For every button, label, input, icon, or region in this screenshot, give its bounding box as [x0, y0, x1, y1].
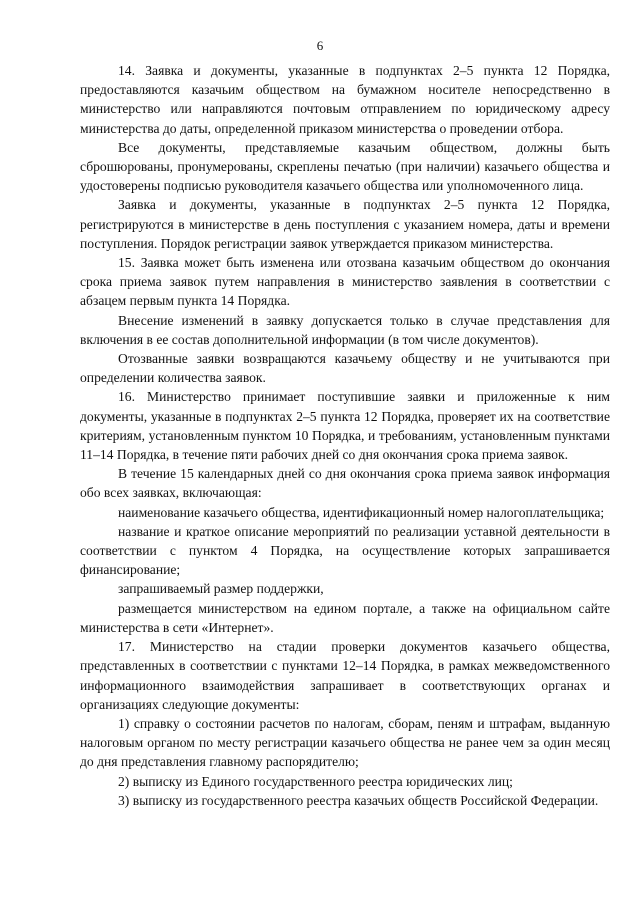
paragraph-returned-applications: Отозванные заявки возвращаются казачьему обществу и не учитываются при определении количества заявок. — [80, 351, 610, 386]
document-body — [80, 61, 610, 810]
paragraph-publication-intro: В течение 15 календарных дней со дня окончания срока приема заявок информация обо всех заявках, включающая: — [80, 466, 610, 501]
list-item-activities: название и краткое описание мероприятий по реализации уставной деятельности в соответствии с пунктом 4 Порядка, на осуществление которых запрашивается финансирование; — [80, 523, 610, 578]
list-item-tax-certificate: 1) справку о состоянии расчетов по налогам, сборам, пеням и штрафам, выданную налоговым органом по месту регистрации казачьего общества не ранее чем за один месяц до дня представления главному распорядителю; — [80, 715, 610, 770]
paragraph-16-review: 16. Министерство принимает поступившие заявки и приложенные к ним документы, указанные в подпунктах 2–5 пункта 12 Порядка, проверяет их на соответствие критериям, установленным пунктом 10 Порядка, и требованиям, установленным пунктами 11–14 Порядка, в течение пяти рабочих дней со дня окончания срока приема заявок. — [80, 389, 610, 463]
page-number: 6 — [316, 38, 324, 53]
list-item-cossack-registry-extract: 3) выписку из государственного реестра казачьих обществ Российской Федерации. — [118, 792, 599, 808]
list-item-egrul-extract: 2) выписку из Единого государственного реестра юридических лиц; — [118, 773, 513, 789]
paragraph-15-withdrawal: 15. Заявка может быть изменена или отозвана казачьим обществом до окончания срока приема заявок путем направления в министерство заявления в соответствии с абзацем первым пункта 14 Порядка. — [80, 255, 610, 309]
paragraph-documents-binding: Все документы, представляемые казачьим обществом, должны быть сброшюрованы, пронумерованы, скреплены печатью (при наличии) казачьего общества и удостоверены подписью руководителя казачьего общества или уполномоченного лица. — [80, 139, 610, 194]
paragraph-17-interagency: 17. Министерство на стадии проверки документов казачьего общества, представленных в соответствии с пунктами 12–14 Порядка, в рамках межведомственного информационного взаимодействия запрашивает в соответствующих органах и организациях следующие документы: — [80, 639, 610, 712]
list-item-name-inn: наименование казачьего общества, идентификационный номер налогоплательщика; — [118, 504, 605, 520]
paragraph-publication-portal: размещается министерством на едином портале, а также на официальном сайте министерства в сети «Интернет». — [80, 600, 610, 635]
paragraph-14-submission: 14. Заявка и документы, указанные в подпунктах 2–5 пункта 12 Порядка, предоставляются казачьим обществом на бумажном носителе непосредственно в министерство или направляются почтовым отправлением по юридическому адресу министерства до даты, определенной приказом министерства о проведении отбора. — [80, 63, 610, 136]
paragraph-amendments: Внесение изменений в заявку допускается только в случае представления для включения в ее состав дополнительной информации (в том числе документов). — [80, 312, 610, 347]
paragraph-registration: Заявка и документы, указанные в подпунктах 2–5 пункта 12 Порядка, регистрируются в министерстве в день поступления с указанием номера, даты и времени поступления. Порядок регистрации заявок утверждается приказом министерства. — [80, 197, 610, 251]
list-item-support-amount: запрашиваемый размер поддержки, — [118, 581, 324, 597]
